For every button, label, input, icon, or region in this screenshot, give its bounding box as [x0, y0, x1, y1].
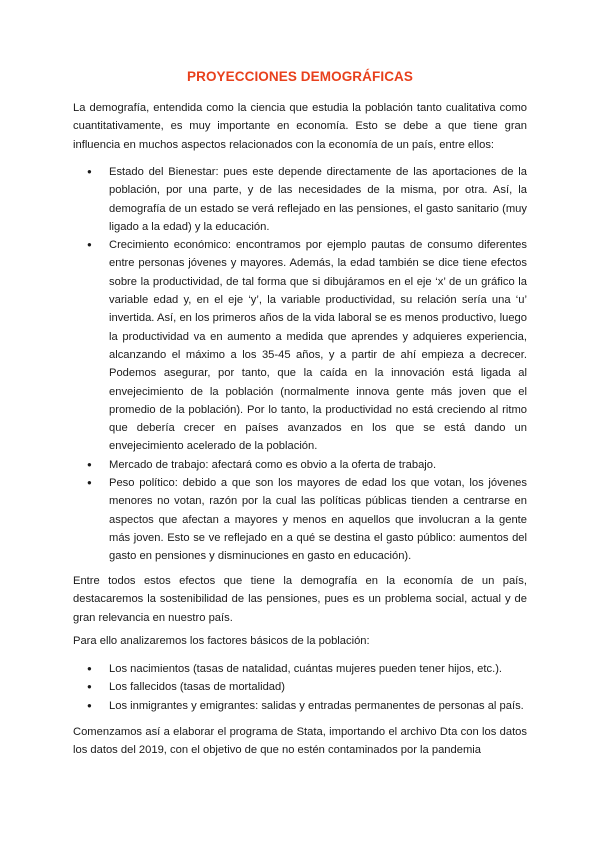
- factors-list: [73, 660, 527, 715]
- stata-paragraph: Comenzamos así a elaborar el programa de Stata, importando el archivo Dta con los datos los datos del 2019, con el objetivo de que no estén contaminados por la pandemia: [73, 726, 527, 757]
- document-title: PROYECCIONES DEMOGRÁFICAS: [186, 69, 414, 84]
- conclusion-paragraph: Entre todos estos efectos que tiene la demografía en la economía de un país, destacaremos la sostenibilidad de las pensiones, pues es un problema social, actual y de gran relevancia en nuestro país.: [73, 575, 527, 624]
- effects-list: [73, 163, 527, 566]
- list-item-migracion: ● Los inmigrantes y emigrantes: salidas y entradas permanentes de personas al país.: [73, 697, 527, 715]
- list-item-crecimiento-economico: ● Crecimiento económico: encontramos por ejemplo pautas de consumo diferentes entre personas jóvenes y mayores. Además, la edad también se dice tiene efectos sobre la productividad, de tal forma que si dibujáramos en el eje ‘x’ de un gráfico la variable edad y, en el eje ‘y’, la variable productividad, su relación sería una ‘u’ invertida. Así, en los primeros años de la vida laboral se es menos productivo, luego la productividad va en aumento a medida que aprendes y adquieres experiencia, alcanzando el máximo a los 35-45 años, y a partir de ahí empieza a decrecer. Podemos asegurar, por tanto, que la caída en la innovación está ligada al envejecimiento de la población (normalmente innova gente más joven que el promedio de la población). Por lo tanto, la productividad no está creciendo al ritmo que debería crecer en países avanzados en los que se está dando un envejecimiento acelerado de la población.: [73, 236, 527, 456]
- list-item-fallecidos: ● Los fallecidos (tasas de mortalidad): [73, 678, 527, 696]
- factors-intro-paragraph: Para ello analizaremos los factores básicos de la población:: [73, 635, 370, 647]
- intro-paragraph: La demografía, entendida como la ciencia que estudia la población tanto cualitativa como cuantitativamente, es muy importante en economía. Esto se debe a que tiene gran influencia en muchos aspectos relacionados con la economía de un país, entre ellos:: [73, 102, 527, 151]
- list-item-mercado-trabajo: ● Mercado de trabajo: afectará como es obvio a la oferta de trabajo.: [73, 456, 527, 474]
- list-item-nacimientos: ● Los nacimientos (tasas de natalidad, cuántas mujeres pueden tener hijos, etc.).: [73, 660, 527, 678]
- list-item-estado-bienestar: ● Estado del Bienestar: pues este depende directamente de las aportaciones de la población, por una parte, y de las necesidades de la misma, por otra. Así, la demografía de un estado se verá reflejado en las pensiones, el gasto sanitario (muy ligado a la edad) y la educación.: [73, 163, 527, 236]
- list-item-peso-politico: ● Peso político: debido a que son los mayores de edad los que votan, los jóvenes menores no votan, razón por la cual las políticas públicas tienden a centrarse en aspectos que afectan a mayores y menos en aquellos que involucran a la gente más joven. Esto se ve reflejado en a qué se destina el gasto público: aumentos del gasto en pensiones y disminuciones en gasto en educación).: [73, 474, 527, 565]
